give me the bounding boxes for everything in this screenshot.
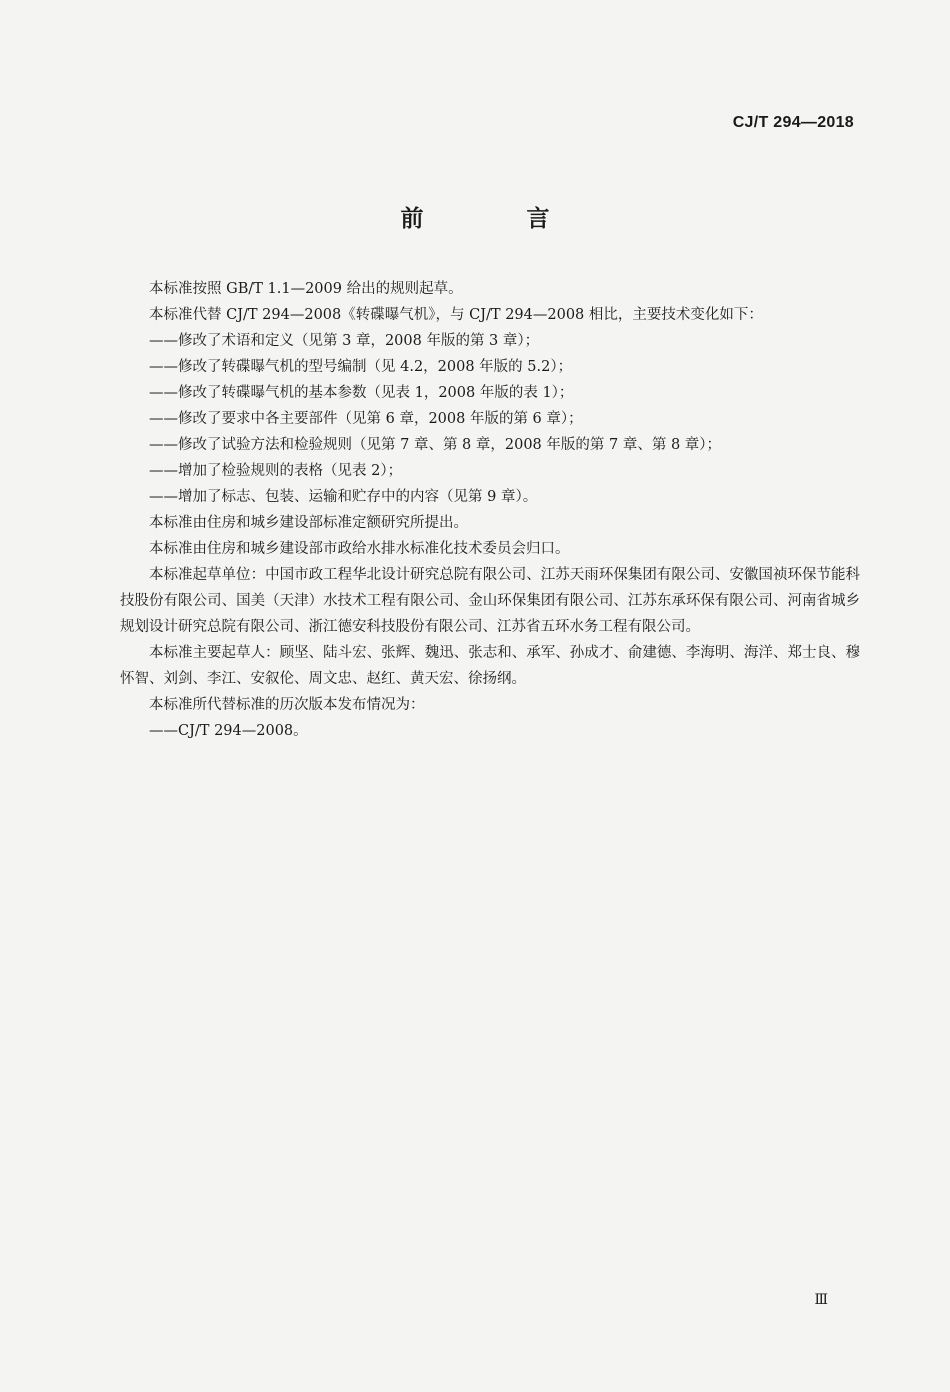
change-item: ——增加了标志、包装、运输和贮存中的内容（见第 9 章）。 bbox=[149, 489, 538, 505]
preface-body bbox=[120, 276, 860, 744]
change-item: ——修改了试验方法和检验规则（见第 7 章、第 8 章，2008 年版的第 7 章、第 8 章）； bbox=[149, 437, 722, 453]
history-item: ——CJ/T 294—2008。 bbox=[149, 723, 308, 739]
change-item: ——修改了术语和定义（见第 3 章，2008 年版的第 3 章）； bbox=[149, 333, 540, 349]
history-intro-paragraph: 本标准所代替标准的历次版本发布情况为： bbox=[149, 697, 425, 713]
change-item: ——修改了转碟曝气机的基本参数（见表 1，2008 年版的表 1）； bbox=[149, 385, 574, 401]
change-item: ——修改了转碟曝气机的型号编制（见 4.2，2008 年版的 5.2）； bbox=[149, 359, 573, 375]
change-item: ——增加了检验规则的表格（见表 2）； bbox=[149, 463, 403, 479]
change-item: ——修改了要求中各主要部件（见第 6 章，2008 年版的第 6 章）； bbox=[149, 411, 583, 427]
standard-code: CJ/T 294—2018 bbox=[732, 114, 854, 131]
proposed-by-paragraph: 本标准由住房和城乡建设部标准定额研究所提出。 bbox=[149, 515, 468, 531]
page-title: 前 言 bbox=[400, 205, 590, 232]
centralized-by-paragraph: 本标准由住房和城乡建设部市政给水排水标准化技术委员会归口。 bbox=[149, 541, 570, 557]
drafting-units-paragraph: 本标准起草单位：中国市政工程华北设计研究总院有限公司、江苏天雨环保集团有限公司、安徽国祯环保节能科技股份有限公司、国美（天津）水技术工程有限公司、金山环保集团有限公司、江苏东承环保有限公司、河南省城乡规划设计研究总院有限公司、浙江德安科技股份有限公司、江苏省五环水务工程有限公司。 bbox=[120, 567, 860, 635]
page-number: Ⅲ bbox=[814, 1292, 828, 1308]
drafters-paragraph: 本标准主要起草人：顾坚、陆斗宏、张辉、魏迅、张志和、承军、孙成才、俞建德、李海明、海洋、郑士良、穆怀智、刘剑、李江、安叙伦、周文忠、赵红、黄天宏、徐扬纲。 bbox=[120, 645, 860, 687]
rules-paragraph: 本标准按照 GB/T 1.1—2009 给出的规则起草。 bbox=[149, 281, 463, 297]
replacement-paragraph: 本标准代替 CJ/T 294—2008《转碟曝气机》，与 CJ/T 294—2008 相比，主要技术变化如下： bbox=[149, 307, 763, 323]
